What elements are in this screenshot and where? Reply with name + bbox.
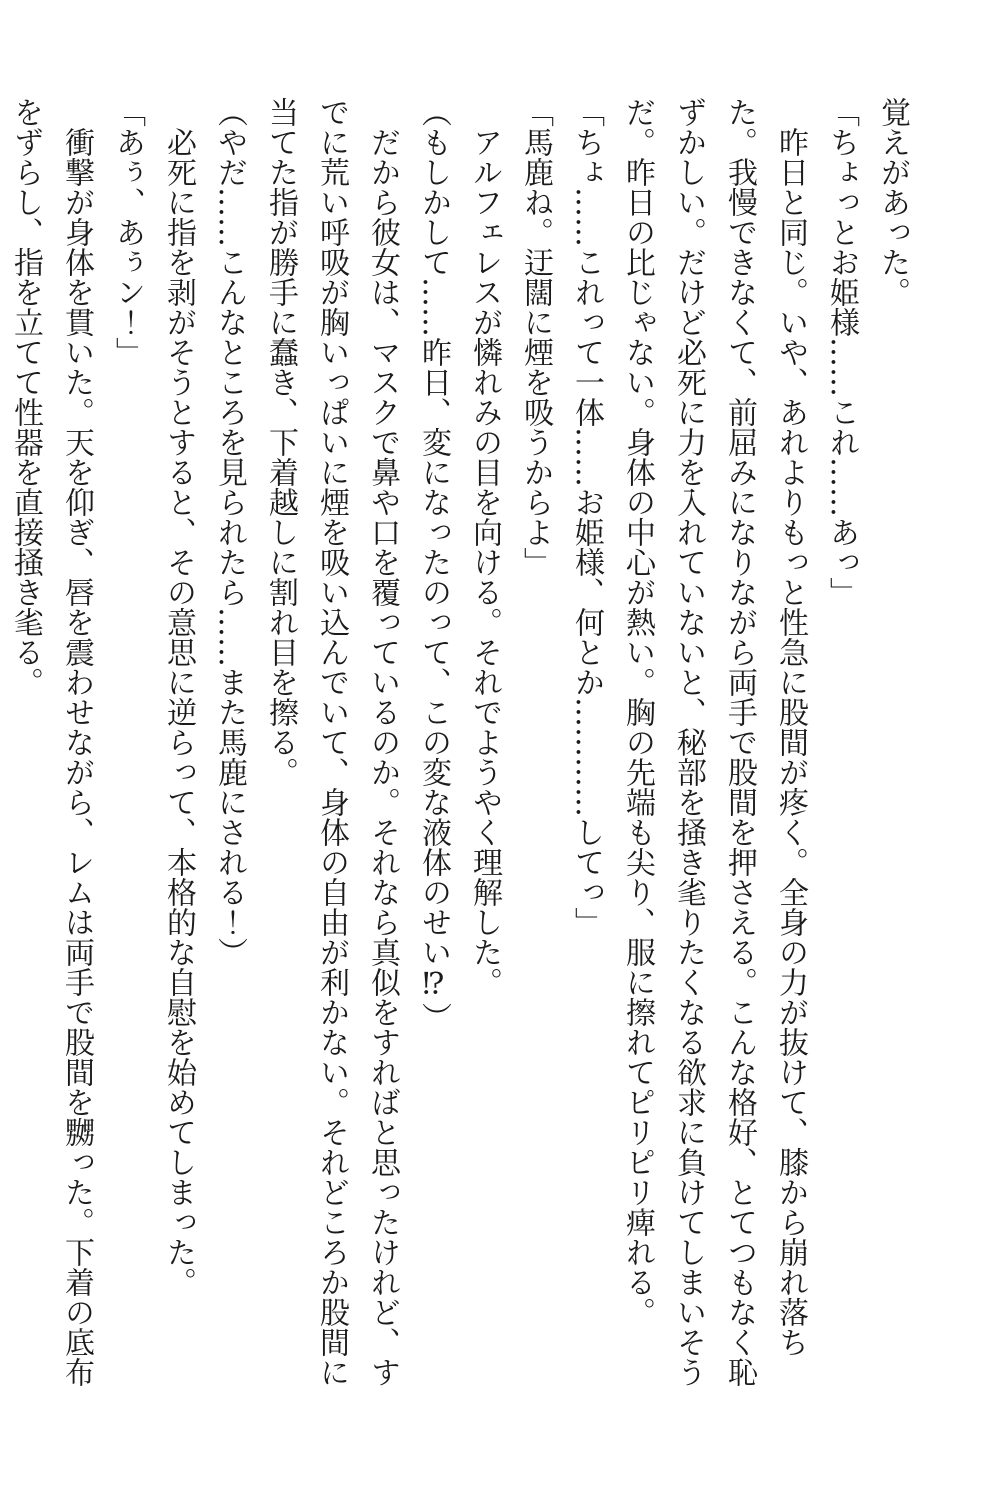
- paragraph: 「馬鹿ね。迂闊に煙を吸うからよ」: [518, 97, 553, 577]
- paragraph: アルフェレスが憐れみの目を向ける。それでようやく理解した。: [467, 127, 502, 997]
- paragraph: 覚えがあった。: [875, 97, 910, 307]
- page-text: [0, 97, 918, 1387]
- paragraph: 衝撃が身体を貫いた。天を仰ぎ、唇を震わせながら、レムは両手で股間を嬲った。下着の底布をずらし、指を立てて性器を直接掻き毟る。: [8, 97, 94, 1387]
- paragraph: （もしかして……昨日、変になったのって、この変な液体のせい⁉）: [416, 97, 451, 1032]
- paragraph: 昨日と同じ。いや、あれよりもっと性急に股間が疼く。全身の力が抜けて、膝から崩れ落ちた。我慢できなくて、前屈みになりながら両手で股間を押さえる。こんな格好、とてつもなく恥ずかしい。だけど必死に力を入れていないと、秘部を掻き毟りたくなる欲求に負けてしまいそうだ。昨日の比じゃない。身体の中心が熱い。胸の先端も尖り、服に擦れてピリピリ痺れる。: [620, 97, 808, 1387]
- paragraph: 必死に指を剥がそうとすると、その意思に逆らって、本格的な自慰を始めてしまった。: [161, 127, 196, 1297]
- paragraph: 「あぅ、あぅン！」: [110, 97, 145, 367]
- paragraph: だから彼女は、マスクで鼻や口を覆っているのか。それなら真似をすればと思ったけれど、すでに荒い呼吸が胸いっぱいに煙を吸い込んでいて、身体の自由が利かない。それどころか股間に当てた指が勝手に蠢き、下着越しに割れ目を擦る。: [263, 97, 400, 1387]
- paragraph: 「ちょ……これって一体……お姫様、何とか…………してっ」: [569, 97, 604, 937]
- paragraph: （やだ……こんなところを見られたら……また馬鹿にされる！）: [212, 97, 247, 967]
- paragraph: 「ちょっとお姫様……これ……あっ」: [824, 97, 859, 607]
